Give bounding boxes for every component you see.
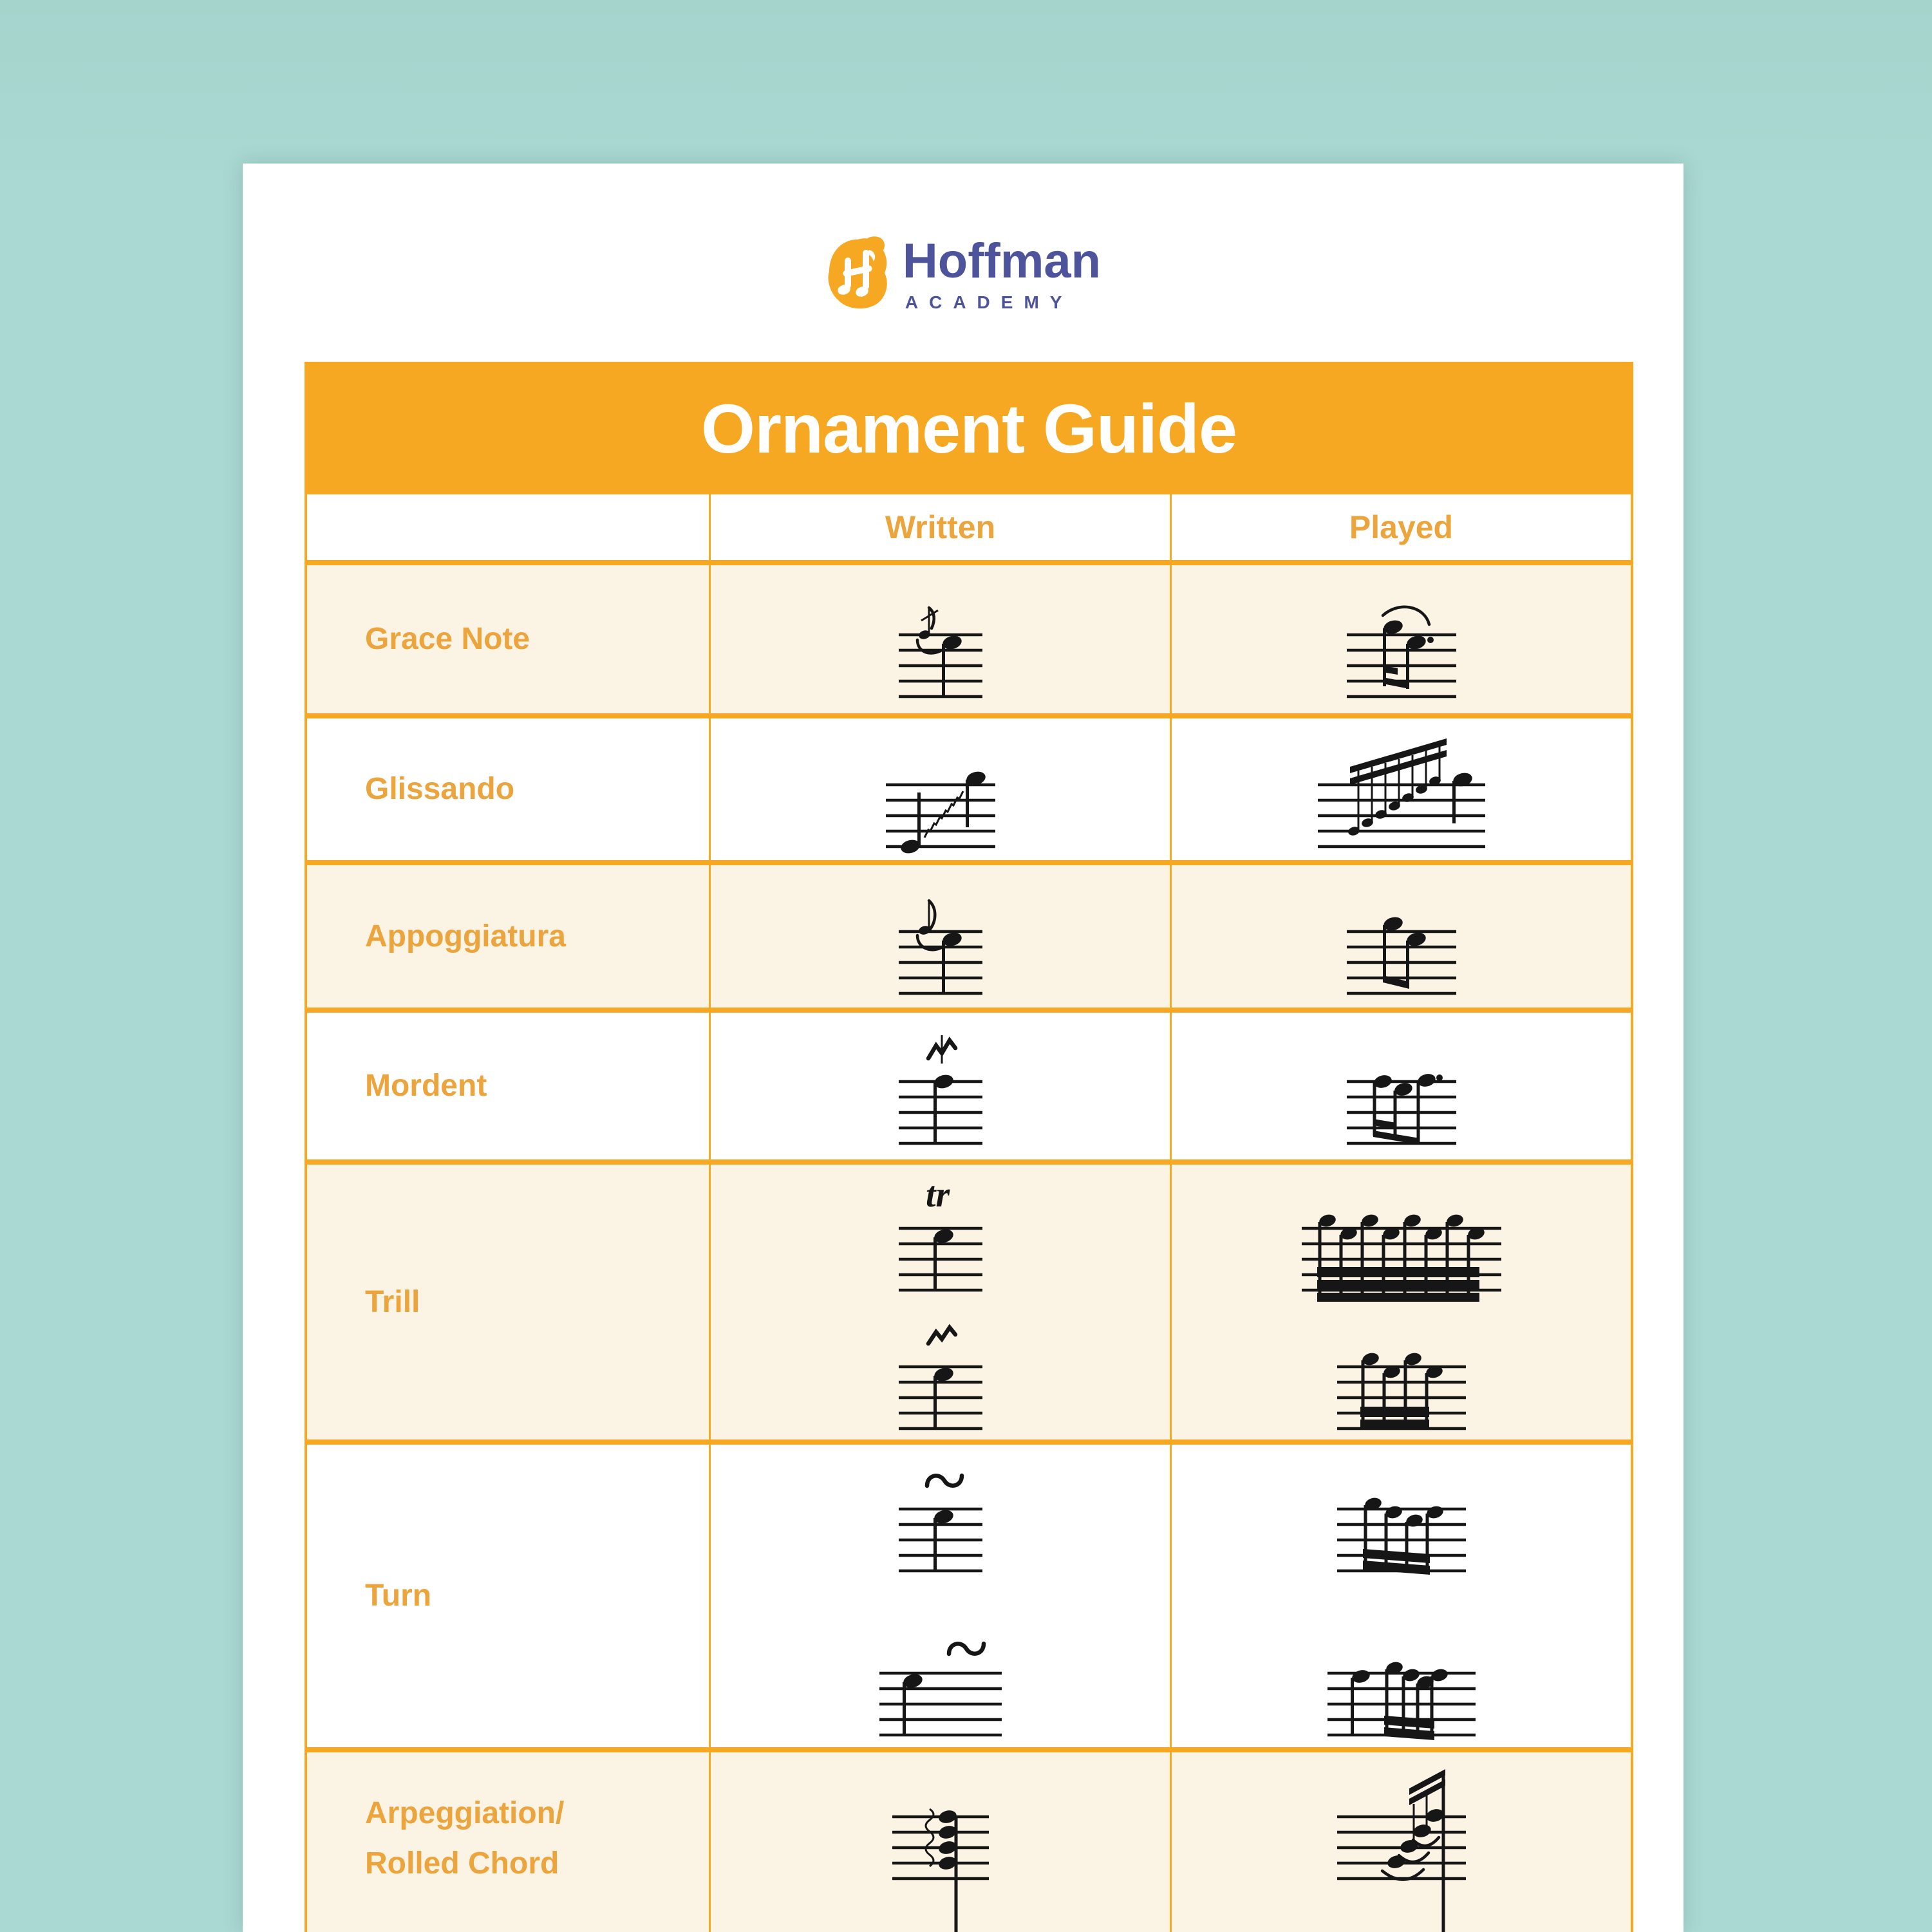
appoggiatura-written-notation: [899, 867, 982, 1006]
trill-tr-symbol: tr: [925, 1174, 950, 1215]
ornament-table: [305, 494, 1633, 1932]
table-header-row: [307, 494, 1631, 565]
row-label: Grace Note: [365, 622, 530, 657]
row-label-line1: Arpeggiation/: [365, 1796, 565, 1830]
header-played-cell: [1170, 494, 1631, 560]
table-row-trill: [307, 1165, 1631, 1445]
turn-after-note-played-notation: [1327, 1609, 1476, 1747]
table-row-grace-note: [307, 565, 1631, 718]
table-row-turn: [307, 1445, 1631, 1752]
grace-note-played-notation: [1347, 570, 1456, 709]
table-row-glissando: [307, 718, 1631, 865]
row-label-line2: Rolled Chord: [365, 1846, 559, 1880]
trill-wavy-written-notation: [899, 1302, 982, 1441]
header-written-cell: [709, 494, 1170, 560]
mordent-written-notation: [899, 1017, 982, 1156]
logo-text-block: [902, 234, 1102, 313]
glissando-written-notation: [886, 720, 995, 859]
header-blank-cell: [307, 494, 709, 560]
trill-written-notation: [899, 1164, 982, 1302]
grace-note-written-notation: [899, 570, 982, 709]
column-header-written: Written: [885, 509, 996, 545]
trill-written-stack: [899, 1164, 982, 1441]
turn-played-notation: [1337, 1445, 1466, 1583]
row-label: Glissando: [365, 772, 515, 807]
title-banner: [305, 362, 1633, 494]
turn-played-stack: [1327, 1445, 1476, 1747]
logo-brand-text: Hoffman: [902, 234, 1102, 288]
row-label: Turn: [365, 1579, 432, 1613]
row-label: [365, 1788, 564, 1889]
column-header-played: Played: [1349, 509, 1454, 545]
turn-after-note-written-notation: [879, 1609, 1002, 1747]
trill-played-notation: [1302, 1164, 1501, 1302]
row-label: Trill: [365, 1284, 420, 1319]
row-label: Appoggiatura: [365, 919, 566, 953]
hoffman-academy-logo: [243, 234, 1683, 315]
worksheet-page: [243, 164, 1683, 1932]
hoffman-logo-badge-icon: [825, 234, 890, 315]
turn-written-notation: [899, 1445, 982, 1583]
mordent-played-notation: [1347, 1017, 1456, 1156]
turn-written-stack: [879, 1445, 1002, 1747]
row-label: Mordent: [365, 1069, 487, 1103]
trill-played-stack: [1302, 1164, 1501, 1441]
glissando-played-notation: [1318, 720, 1485, 859]
trill-played-short-notation: [1337, 1302, 1466, 1441]
table-row-arpeggiation: [307, 1752, 1631, 1932]
arpeggiation-written-notation: [892, 1752, 989, 1932]
arpeggiation-played-notation: [1337, 1752, 1466, 1932]
appoggiatura-played-notation: [1347, 867, 1456, 1006]
table-row-mordent: [307, 1013, 1631, 1165]
table-row-appoggiatura: [307, 865, 1631, 1013]
logo-subtitle-text: ACADEMY: [905, 292, 1073, 312]
page-title: Ornament Guide: [700, 389, 1237, 467]
